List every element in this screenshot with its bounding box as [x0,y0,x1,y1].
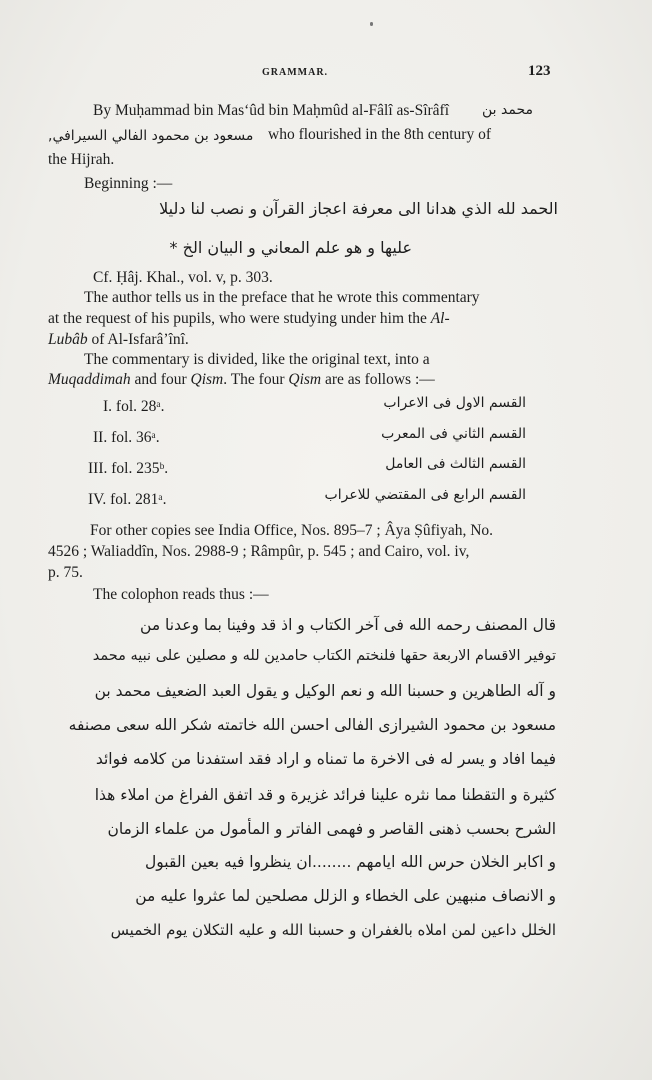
colophon-line-6: كثيرة و التقطنا مما نثره علينا فرائد غزيرة و قد اتفق الفراغ من املاء هذا [94,786,556,804]
preface-line-2-text: at the request of his pupils, who were studying under him the [48,310,431,327]
division-mid-1: and four [130,371,191,388]
division-mid-2: . The four [223,371,289,388]
colophon-label: The colophon reads thus :— [93,586,269,603]
colophon-line-9: و الانصاف منبهين على الخطاء و الزلل مصلحين لما عثروا عليه من [135,887,556,905]
intro-line-1-english: By Muḥammad bin Mas‘ûd bin Maḥmûd al-Fâlî as-Sîrâfî [93,102,450,119]
preface-line-2 [48,309,450,329]
division-end: are as follows :— [321,371,435,388]
qism-4-folio: IV. fol. 281ᵃ. [88,491,167,508]
copies-line-2: 4526 ; Waliaddîn, Nos. 2988-9 ; Râmpûr, p. 545 ; and Cairo, vol. iv, [48,543,470,560]
preface-line-3 [48,330,189,350]
colophon-line-2: توفير الاقسام الاربعة حقها فلنختم الكتاب حامدين لله و مصلين على نبيه محمد [92,648,556,664]
colophon-line-4: مسعود بن محمود الشيرازى الفالى احسن الله خاتمته شكر الله سعى مصنفه [68,716,556,734]
division-line-2 [48,370,435,390]
running-title: GRAMMAR. [262,67,329,78]
intro-line-2-arabic: مسعود بن محمود الفالي السيرافي, [48,128,254,144]
qism-3-folio: III. fol. 235ᵇ. [88,460,169,477]
preface-line-1: The author tells us in the preface that he wrote this commentary [84,289,480,306]
colophon-line-1: قال المصنف رحمه الله فى آخر الكتاب و اذ قد وفينا بما وعدنا من [140,616,556,634]
colophon-line-3: و آله الطاهرين و حسبنا الله و نعم الوكيل و يقول العبد الضعيف محمد بن [94,682,556,700]
cf-reference: Cf. Ḥâj. Khal., vol. v, p. 303. [93,269,273,286]
qism-term-2: Qism [288,371,322,388]
intro-line-1-arabic: محمد بن [482,102,533,118]
colophon-line-7: الشرح بحسب ذهنى القاصر و فهمى الفاتر و المأمول من علماء الزمان [107,820,556,838]
colophon-line-8: و اكابر الخلان حرس الله ايامهم ........ان ينظروا فيه بعين القبول [145,853,556,871]
division-line-1: The commentary is divided, like the original text, into a [84,351,430,368]
qism-3-arabic: القسم الثالث فى العامل [385,456,526,472]
intro-line-1 [93,101,449,121]
page-number: 123 [528,63,551,79]
beginning-arabic-line-1: الحمد لله الذي هدانا الى معرفة اعجاز القرآن و نصب لنا دليلا [159,199,558,218]
qism-4-arabic: القسم الرابع فى المقتضي للاعراب [324,487,526,503]
colophon-line-5: فيما افاد و يسر له فى الاخرة ما تمناه و اراد فقد استفدنا من كلامه فوائد [95,750,556,768]
intro-line-3: the Hijrah. [48,151,115,168]
intro-line-2-english: who flourished in the 8th century of [268,126,491,143]
qism-term-1: Qism [190,371,224,388]
copies-line-1: For other copies see India Office, Nos. 895–7 ; Âya Ṣûfiyah, No. [90,522,494,539]
muqaddimah-term: Muqaddimah [48,371,131,388]
colophon-line-10: الخلل داعين لمن املاه بالغفران و حسبنا الله و عليه التكلان يوم الخميس [110,921,556,939]
copies-line-3: p. 75. [48,564,83,581]
qism-1-arabic: القسم الاول فى الاعراب [383,395,526,411]
preface-line-3-text: of Al-Isfarâ’înî. [87,331,189,348]
beginning-label: Beginning :— [84,175,173,192]
beginning-arabic-line-2: عليها و هو علم المعاني و البيان الخ * [169,238,412,257]
preface-title-lubab: Lubâb [48,331,88,348]
ink-speck [370,22,373,26]
preface-title-al: Al- [430,310,450,327]
qism-2-arabic: القسم الثاني فى المعرب [381,426,526,442]
qism-1-folio: I. fol. 28ᵃ. [103,398,165,415]
qism-2-folio: II. fol. 36ᵃ. [93,429,160,446]
